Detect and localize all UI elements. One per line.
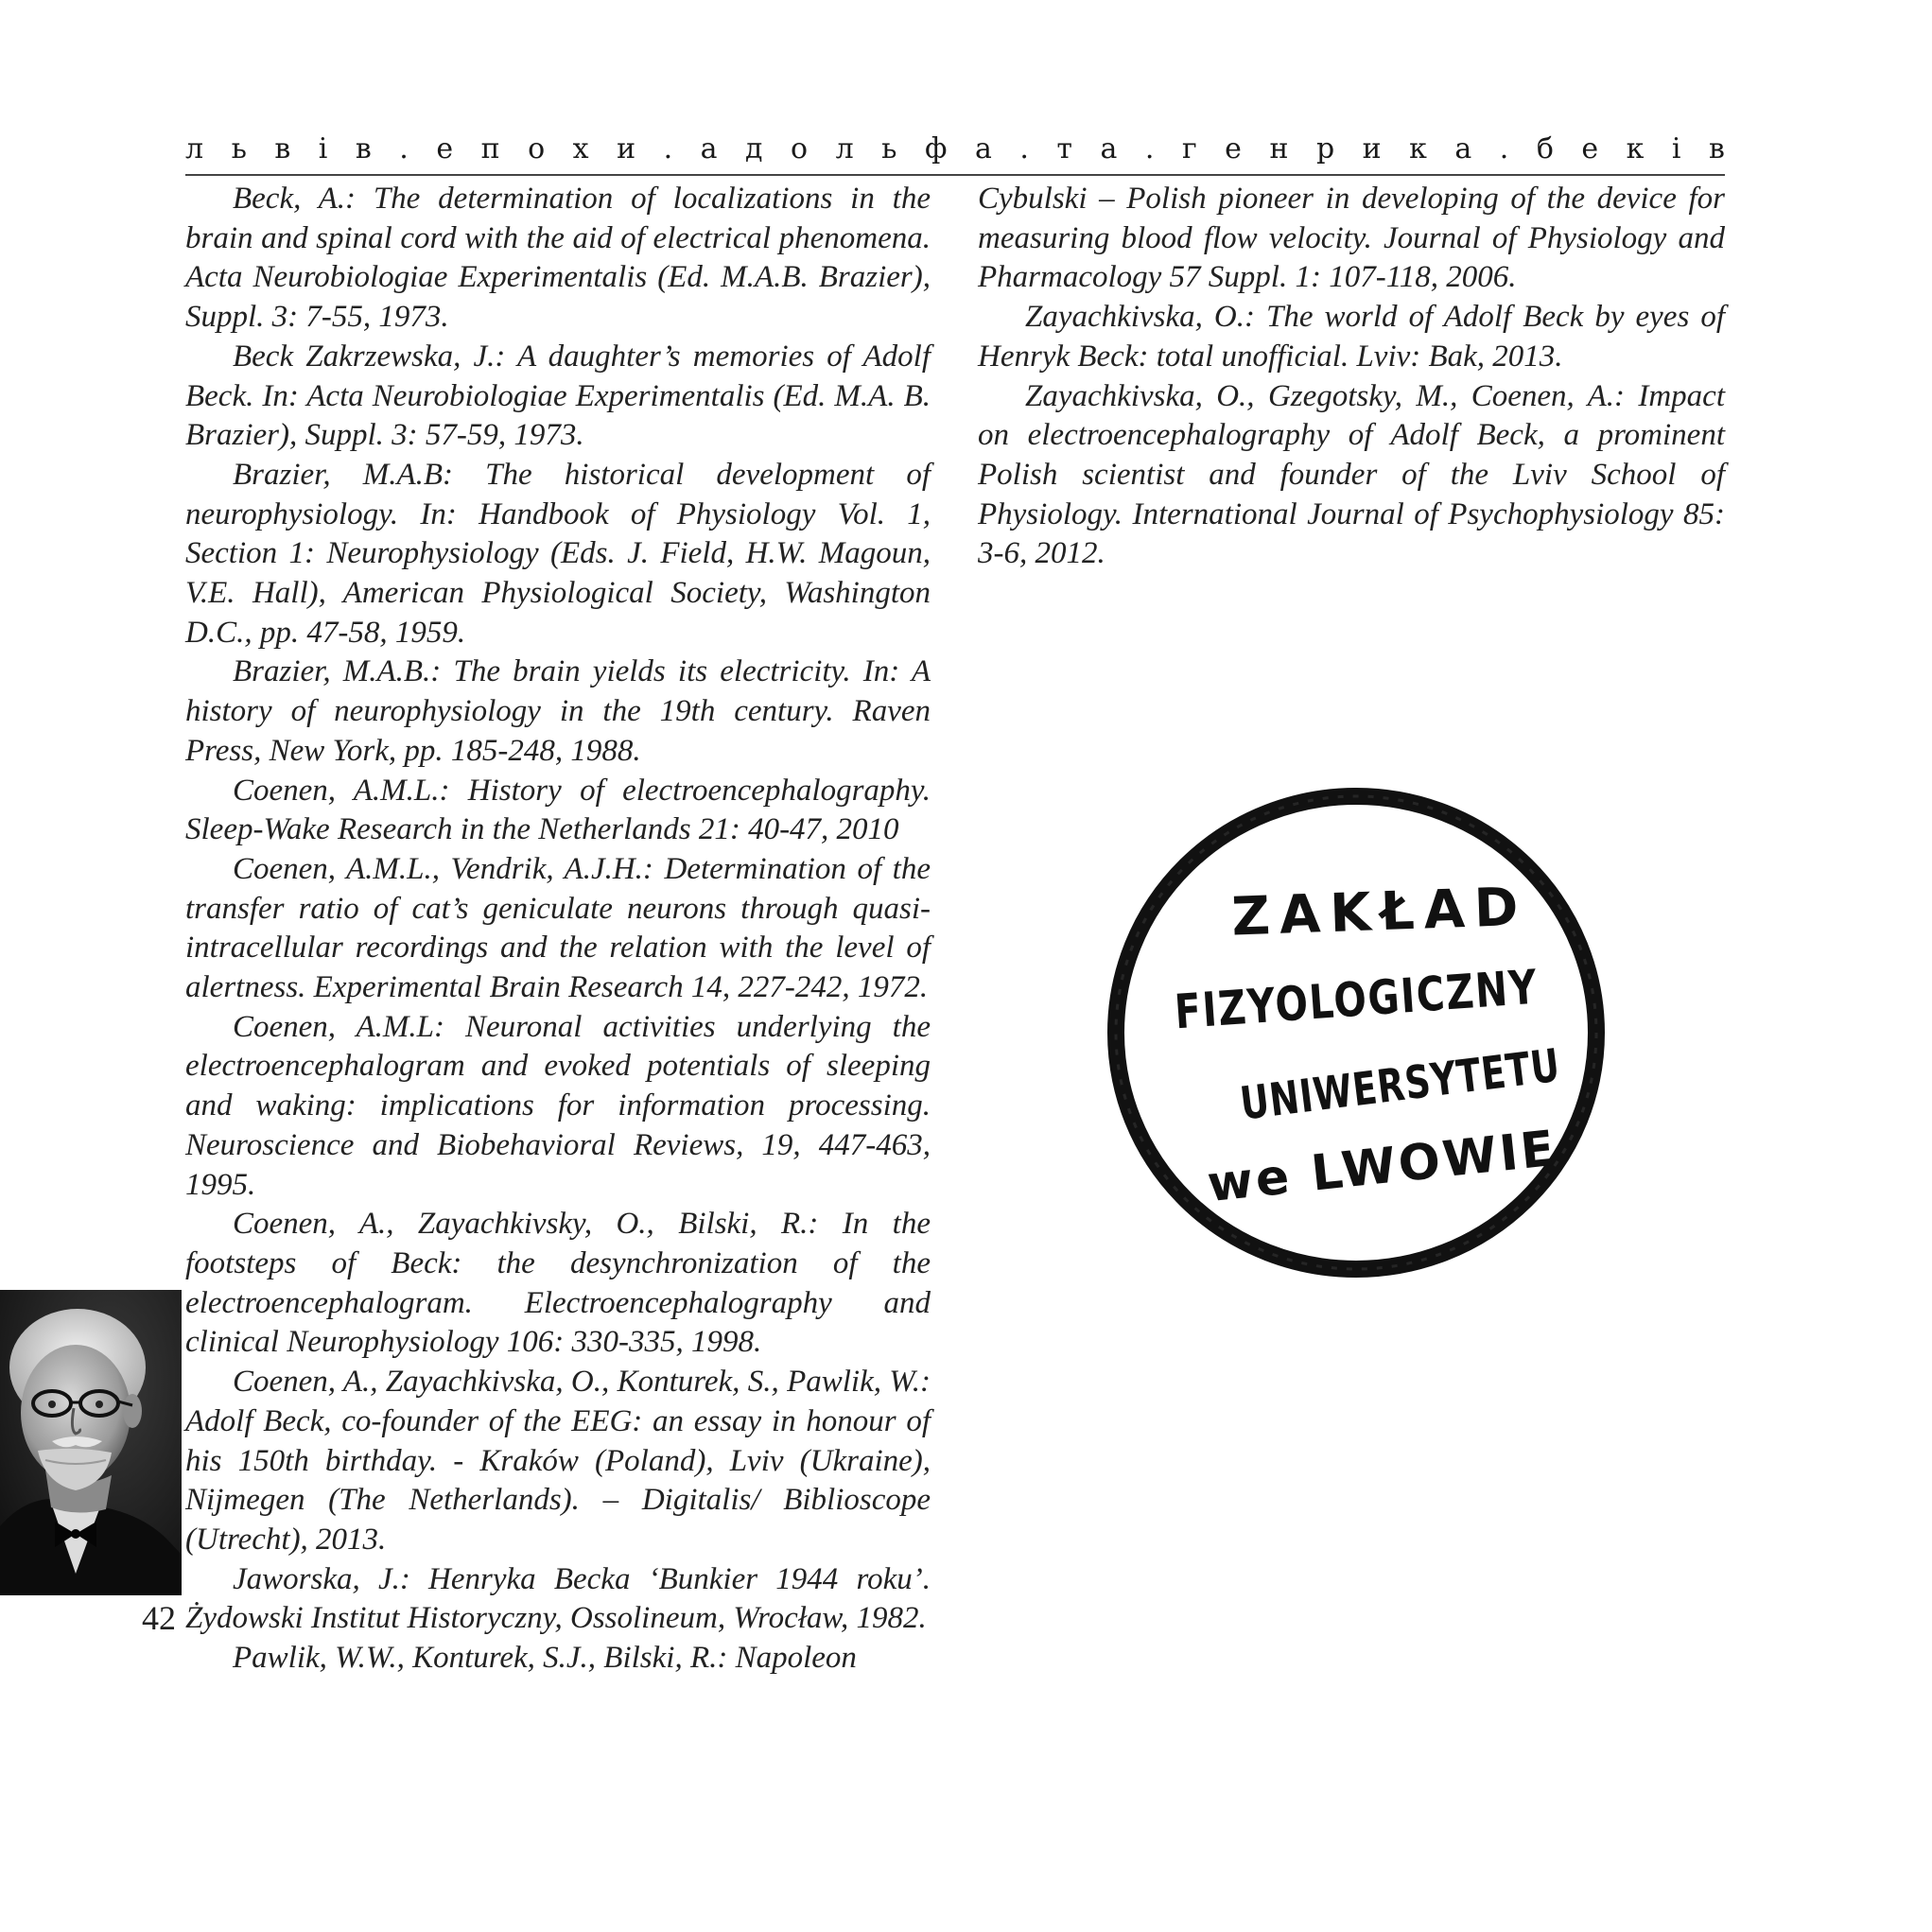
running-header-char: т xyxy=(1056,132,1073,165)
reference-entry: Cybulski – Polish pioneer in developing of the device for measuring blood flow velocity. Journal of Physiology and Pharmacology 57 Suppl. 1: 107-118, 2006. xyxy=(978,182,1725,295)
running-header-char: к xyxy=(1409,132,1427,165)
reference-entry: Brazier, M.A.B.: The brain yields its electricity. In: A history of neurophysiology in the 19th century. Raven Press, New York, pp. 185-248, 1988. xyxy=(185,654,931,768)
running-header-char: л xyxy=(835,132,854,165)
reference-entry: Coenen, A., Zayachkivsky, O., Bilski, R.: In the footsteps of Beck: the desynchronization of the electroencephalogram. Electroencephalography and clinical Neurophysiology 106: 330-335, 1998. xyxy=(185,1207,931,1360)
running-header-char: а xyxy=(700,132,718,165)
reference-entry: Coenen, A., Zayachkivska, O., Konturek, S., Pawlik, W.: Adolf Beck, co-founder of the EEG: an essay in honour of his 150th birthday. - Kraków (Poland), Lviv (Ukraine), Nijmegen (The Netherlands). – Digitalis/ Biblioscope (Utrecht), 2013. xyxy=(185,1365,931,1557)
running-header-char: е xyxy=(1581,132,1599,165)
running-header-char: о xyxy=(528,132,546,165)
running-header-char: . xyxy=(1499,132,1509,165)
reference-entry: Coenen, A.M.L: Neuronal activities underlying the electroencephalogram and evoked potentials of sleeping and waking: implications for information processing. Neuroscience and Biobehavioral Reviews, 19, 447-463, 1995. xyxy=(185,1009,931,1202)
running-header-char: г xyxy=(1181,132,1197,165)
references-right-column xyxy=(978,180,1725,574)
running-header-char: л xyxy=(185,132,204,165)
running-header-char: е xyxy=(436,132,454,165)
reference-entry: Zayachkivska, O., Gzegotsky, M., Coenen, A.: Impact on electroencephalography of Adolf Beck, a prominent Polish scientist and founder of the Lviv School of Physiology. International Journal of Psychophysiology 85: 3-6, 2012. xyxy=(978,378,1725,571)
reference-entry: Coenen, A.M.L.: History of electroencephalography. Sleep-Wake Research in the Netherlands 21: 40-47, 2010 xyxy=(185,773,931,847)
running-header-char: р xyxy=(1315,132,1335,165)
running-header-char: о xyxy=(791,132,809,165)
stamp-line-3: UNIWERSYTETU xyxy=(1237,1027,1656,1131)
header-rule xyxy=(185,174,1725,176)
portrait-photo xyxy=(0,1290,182,1595)
running-header-char: к xyxy=(1626,132,1645,165)
reference-entry: Beck Zakrzewska, J.: A daughter’s memories of Adolf Beck. In: Acta Neurobiologiae Experimentalis (Ed. M.A. B. Brazier), Suppl. 3: 57-59, 1973. xyxy=(185,339,931,453)
running-header-char: в xyxy=(274,132,291,165)
running-header-char: і xyxy=(318,132,328,165)
running-header-char: ь xyxy=(231,132,247,165)
references-left-column xyxy=(185,180,931,1679)
reference-entry: Zayachkivska, O.: The world of Adolf Beck by eyes of Henryk Beck: total unofficial. Lviv: Bak, 2013. xyxy=(978,300,1725,374)
running-header-char: х xyxy=(572,132,589,165)
running-header-char: н xyxy=(1269,132,1289,165)
running-header-char: ь xyxy=(881,132,897,165)
reference-entry: Coenen, A.M.L., Vendrik, A.J.H.: Determination of the transfer ratio of cat’s geniculate neurons through quasi-intracellular recordings and the relation with the level of alertness. Experimental Brain Research 14, 227-242, 1972. xyxy=(185,851,931,1005)
running-header-char: а xyxy=(1454,132,1472,165)
running-header-char: і xyxy=(1671,132,1681,165)
running-header-char: б xyxy=(1536,132,1554,165)
running-header-char: а xyxy=(1100,132,1118,165)
running-header-char: и xyxy=(1362,132,1382,165)
running-header-char: е xyxy=(1225,132,1242,165)
running-header-char: в xyxy=(355,132,372,165)
running-header-char: ф xyxy=(924,132,948,165)
reference-entry: Jaworska, J.: Henryka Becka ‘Bunkier 1944 roku’. Żydowski Institut Historyczny, Ossolineum, Wrocław, 1982. xyxy=(185,1561,931,1636)
reference-entry: Brazier, M.A.B: The historical development of neurophysiology. In: Handbook of Physiology Vol. 1, Section 1: Neurophysiology (Eds. J. Field, H.W. Magoun, V.E. Hall), American Physiological Society, Washington D.C., pp. 47-58, 1959. xyxy=(185,457,931,650)
institution-stamp xyxy=(1100,779,1656,1286)
page-number: 42 xyxy=(142,1599,176,1637)
running-header-char: д xyxy=(745,132,763,165)
running-header xyxy=(185,132,1725,165)
running-header-char: . xyxy=(663,132,673,165)
stamp-line-4: we LWOWIE xyxy=(1204,1120,1560,1214)
running-header-char: и xyxy=(617,132,636,165)
stamp-line-2: FIZYOLOGICZNY xyxy=(1173,953,1626,1040)
running-header-char: . xyxy=(1144,132,1155,165)
reference-entry: Pawlik, W.W., Konturek, S.J., Bilski, R.: Napoleon xyxy=(233,1641,857,1676)
running-header-char: . xyxy=(1019,132,1029,165)
stamp-line-1: ZAKŁAD xyxy=(1230,876,1529,949)
running-header-char: п xyxy=(480,132,500,165)
reference-entry: Beck, A.: The determination of localizations in the brain and spinal cord with the aid of electrical phenomena. Acta Neurobiologiae Experimentalis (Ed. M.A.B. Brazier), Suppl. 3: 7-55, 1973. xyxy=(185,182,931,335)
running-header-char: в xyxy=(1709,132,1725,165)
running-header-char: . xyxy=(399,132,409,165)
running-header-char: а xyxy=(974,132,992,165)
